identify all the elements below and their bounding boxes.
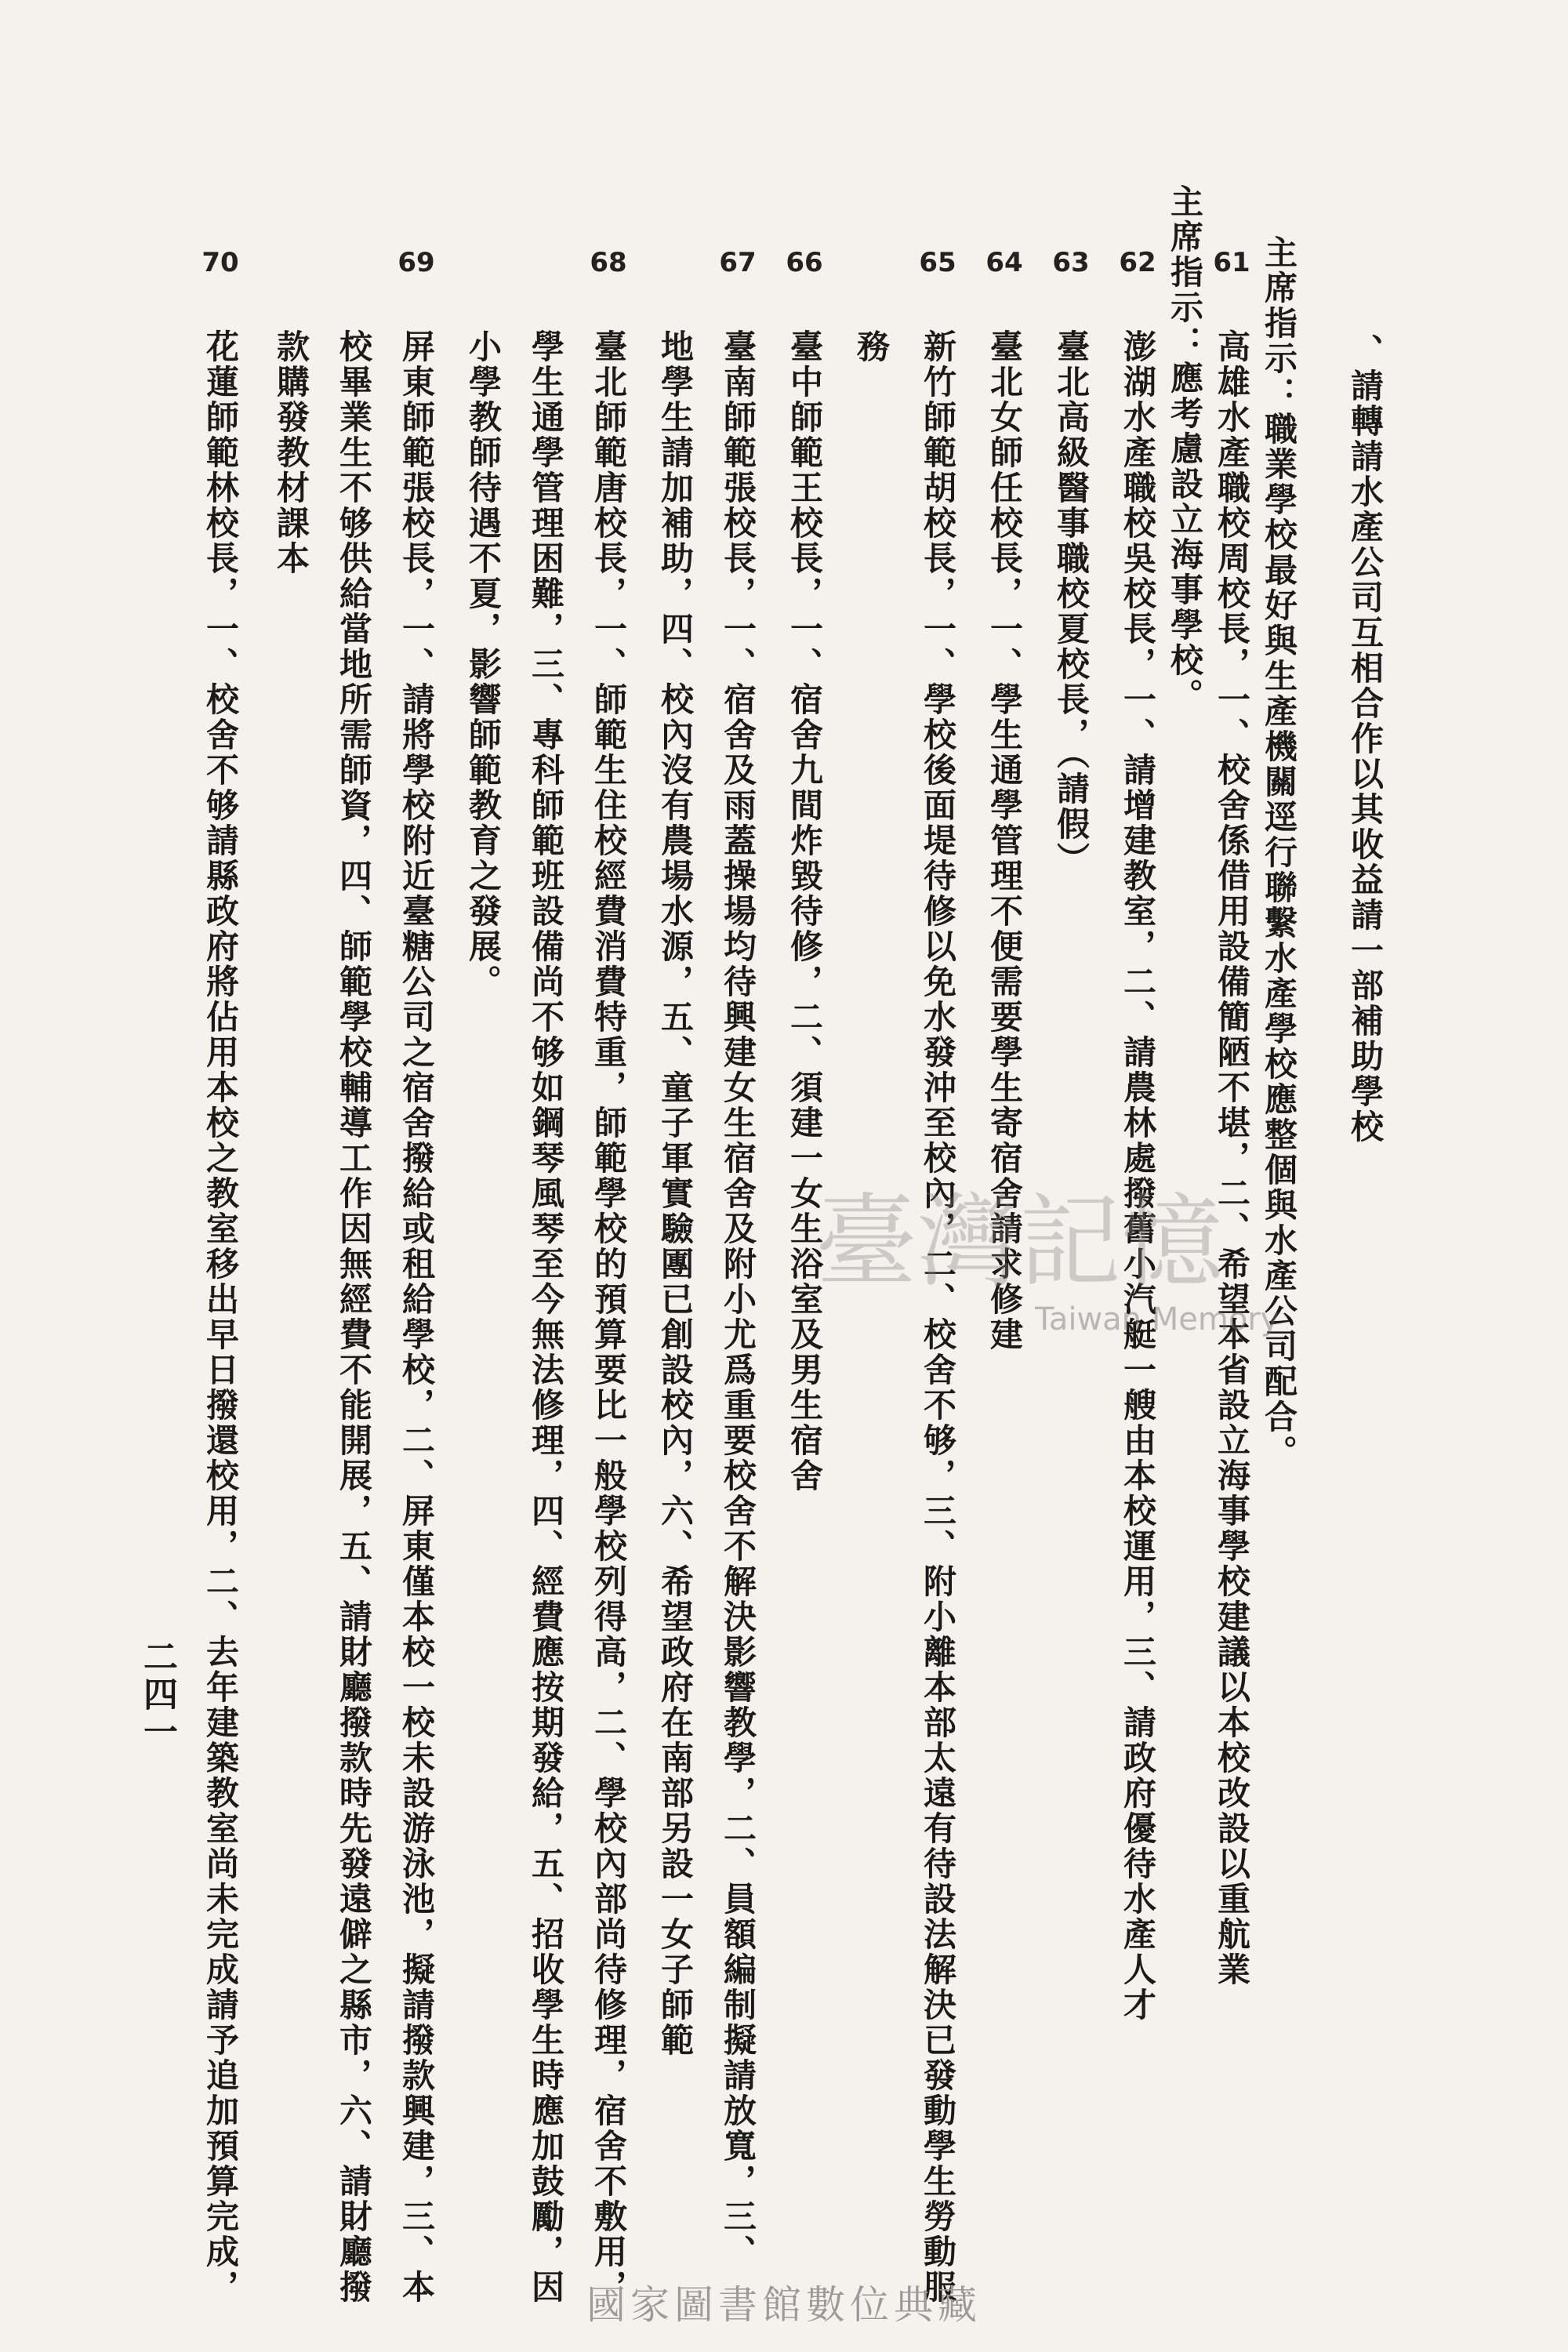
- item-number: 64: [985, 247, 1023, 278]
- item-number: 65: [919, 247, 956, 278]
- item-number: 63: [1052, 247, 1090, 278]
- text-column: 學生通學管理困難，三、專科師範班設備尚不够如鋼琴風琴至今無法修理，四、經費應按期發給，五、招收學生時應加鼓勵，因: [527, 329, 565, 2305]
- text-column: 臺中師範王校長，一、宿舍九間炸毀待修，二、須建一女生浴室及男生宿舍: [786, 329, 824, 1494]
- text-column: 屏東師範張校長，一、請將學校附近臺糖公司之宿舍撥給或租給學校，二、屏東僅本校一校未設游泳池，擬請撥款興建，三、本: [397, 329, 436, 2305]
- text-column: 、請轉請水產公司互相合作以其收益請一部補助學校: [1346, 333, 1385, 1145]
- text-column: 臺南師範張校長，一、宿舍及雨蓋操場均待興建女生宿舍及附小尤爲重要校舍不解決影響教學，二、員額編制擬請放寬，三、: [719, 329, 757, 2270]
- text-column: 款購發教材課本: [272, 329, 310, 576]
- item-number: 61: [1213, 247, 1250, 278]
- item-number: 66: [786, 247, 823, 278]
- footer-credit: 國家圖書館數位典藏: [586, 2282, 982, 2328]
- item-number: 69: [397, 247, 435, 278]
- page-number: 二四一: [137, 1639, 177, 1751]
- text-column: 新竹師範胡校長，一、學校後面堤待修以免水發沖至校內，二、校舍不够，三、附小離本部太遠有待設法解決已發動學生勞動服: [919, 329, 957, 2305]
- text-column: 臺北高級醫事職校夏校長，（請假）: [1052, 329, 1091, 877]
- text-column: 高雄水產職校周校長，一、校舍係借用設備簡陋不堪，二、希望本省設立海事學校建議以本校改設以重航業: [1213, 329, 1251, 1987]
- item-number: 70: [201, 247, 239, 278]
- text-column: 務: [852, 329, 891, 365]
- item-number: 62: [1119, 247, 1156, 278]
- text-column: 小學教師待遇不夏，影響師範教育之發展。: [464, 329, 503, 1000]
- text-column: 花蓮師範林校長，一、校舍不够請縣政府將佔用本校之教室移出早日撥還校用，二、去年建築教室尚未完成請予追加預算完成，: [201, 329, 240, 2305]
- watermark-logo-en: Taiwan Memory: [1035, 1301, 1279, 1338]
- text-column: 臺北女師任校長，一、學生通學管理不便需要學生寄宿舍請求修建: [985, 329, 1024, 1352]
- text-column: 校畢業生不够供給當地所需師資，四、師範學校輔導工作因無經費不能開展，五、請財廳撥款時先發遠僻之縣市，六、請財廳撥: [335, 329, 373, 2305]
- watermark-logo: 臺灣記憶: [815, 1182, 1224, 1301]
- text-column: 主席指示：應考慮設立海事學校。: [1166, 184, 1204, 713]
- text-column: 澎湖水產職校吳校長，一、請增建教室，二、請農林處撥舊小汽艇一艘由本校運用，三、請政府優待水產人才: [1119, 329, 1157, 2023]
- text-column: 主席指示：職業學校最好與生產機關逕行聯繫水產學校應整個與水產公司配合。: [1260, 235, 1298, 1470]
- item-number: 67: [719, 247, 757, 278]
- item-number: 68: [590, 247, 627, 278]
- text-column: 地學生請加補助，四、校內沒有農場水源，五、童子軍實驗團已創設校內，六、希望政府在南部另設一女子師範: [656, 329, 695, 2058]
- text-column: 臺北師範唐校長，一、師範生住校經費消費特重，師範學校的預算要比一般學校列得高，二、學校內部尚待修理，宿舍不敷用，: [590, 329, 628, 2305]
